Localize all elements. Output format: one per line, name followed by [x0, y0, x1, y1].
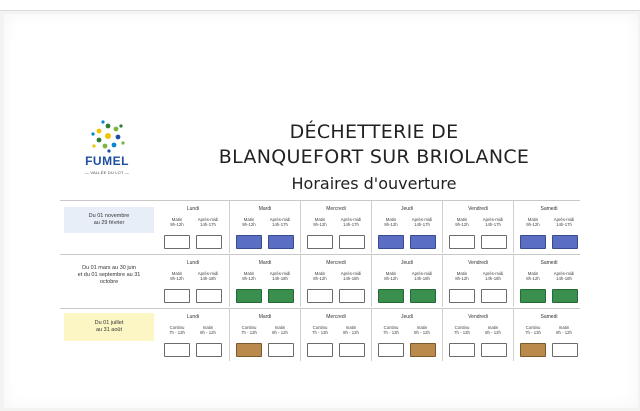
slot-header: [550, 271, 578, 281]
day-name: Mardi: [258, 314, 272, 320]
title-line-1: DÉCHETTERIE DE: [289, 121, 459, 143]
slot-label: Après-midi: [411, 271, 433, 276]
slot-label: Matin: [527, 217, 539, 222]
slot-hours: 9h-12h: [242, 222, 256, 227]
slot-hours: 8h-12h: [455, 276, 469, 281]
slot-hours: 9h-12h: [384, 222, 398, 227]
closed-slot-box: [481, 289, 507, 303]
slot-header: [377, 217, 405, 227]
flower-icon: [90, 118, 126, 154]
open-slot-box: [268, 235, 294, 249]
slot-header: [306, 325, 334, 335]
day-cell: [300, 255, 371, 307]
day-name: Lundi: [186, 206, 200, 212]
open-slot-box: [268, 289, 294, 303]
schedule-sheet: [4, 14, 638, 408]
day-cell: [158, 201, 228, 253]
slot-label: Matin: [243, 271, 255, 276]
slot-header: [306, 271, 334, 281]
day-name: Samedi: [540, 314, 558, 320]
slot-label: Matin: [456, 271, 468, 276]
slot-header: [306, 217, 334, 227]
slot-header: [479, 325, 507, 335]
slot-hours: 14h-18h: [485, 276, 501, 281]
slot-hours: 8h-12h: [313, 276, 327, 281]
open-slot-box: [520, 289, 546, 303]
slot-hours: 14h-17h: [485, 222, 501, 227]
slot-header: [550, 217, 578, 227]
slot-header: [550, 325, 578, 335]
slot-hours: 8h-12h: [170, 276, 184, 281]
closed-slot-box: [339, 343, 365, 357]
slot-header: [163, 325, 191, 335]
day-name: Jeudi: [401, 260, 413, 266]
slot-label: Matin: [385, 217, 397, 222]
slot-hours: 14h-17h: [556, 222, 572, 227]
slot-label: matin: [274, 325, 286, 330]
slot-hours: 14h-18h: [556, 276, 572, 281]
slot-label: Continu: [312, 325, 328, 330]
slot-hours: 9h-12h: [526, 222, 540, 227]
closed-slot-box: [307, 235, 333, 249]
slot-hours: 7h - 13h: [525, 330, 541, 335]
opening-hours-table: [60, 200, 580, 359]
day-cell: [229, 201, 300, 253]
closed-slot-box: [552, 343, 578, 357]
day-name: Mercredi: [326, 314, 346, 320]
day-name: Vendredi: [468, 314, 488, 320]
period-label: Du 01 mars au 30 juin et du 01 septembre au 31 octobre: [64, 259, 154, 291]
closed-slot-box: [164, 289, 190, 303]
slot-label: Continu: [525, 325, 541, 330]
slot-hours: 9h-12h: [455, 222, 469, 227]
open-slot-box: [236, 343, 262, 357]
slot-header: [194, 271, 222, 281]
day-cell: [300, 309, 371, 361]
open-slot-box: [378, 235, 404, 249]
closed-slot-box: [449, 343, 475, 357]
slot-label: Après-midi: [482, 217, 504, 222]
open-slot-box: [410, 343, 436, 357]
slot-hours: 14h-18h: [414, 276, 430, 281]
slot-label: Après-midi: [482, 271, 504, 276]
closed-slot-box: [307, 289, 333, 303]
slot-hours: 14h-18h: [272, 276, 288, 281]
closed-slot-box: [268, 343, 294, 357]
slot-hours: 8h-12h: [526, 276, 540, 281]
slot-label: Après-midi: [197, 271, 219, 276]
slot-hours: 7h - 13h: [454, 330, 470, 335]
slot-header: [266, 271, 294, 281]
day-name: Samedi: [540, 206, 558, 212]
closed-slot-box: [164, 235, 190, 249]
day-cell: [442, 255, 513, 307]
slot-label: Après-midi: [269, 271, 291, 276]
slot-header: [337, 271, 365, 281]
slot-hours: 14h-18h: [200, 276, 216, 281]
slot-label: Continu: [241, 325, 257, 330]
slot-label: matin: [345, 325, 357, 330]
closed-slot-box: [164, 343, 190, 357]
open-slot-box: [236, 289, 262, 303]
slot-header: [235, 217, 263, 227]
slot-hours: 14h-17h: [200, 222, 216, 227]
slot-hours: 7h - 13h: [383, 330, 399, 335]
period-label: Du 01 novembre au 29 février: [64, 207, 154, 233]
open-slot-box: [520, 235, 546, 249]
day-cell: [371, 255, 442, 307]
slot-label: Après-midi: [411, 217, 433, 222]
slot-header: [519, 271, 547, 281]
day-cell: [158, 255, 228, 307]
slot-label: Matin: [171, 217, 183, 222]
day-name: Mercredi: [326, 206, 346, 212]
slot-label: Après-midi: [269, 217, 291, 222]
slot-hours: 14h-17h: [272, 222, 288, 227]
open-slot-box: [520, 343, 546, 357]
logo-tagline: — VALLÉE DU LOT —: [84, 170, 130, 175]
slot-hours: 8h - 12h: [556, 330, 572, 335]
day-name: Samedi: [540, 260, 558, 266]
day-cell: [442, 309, 513, 361]
slot-hours: 8h-12h: [242, 276, 256, 281]
logo-name: FUMEL: [85, 154, 129, 168]
day-name: Lundi: [186, 314, 200, 320]
page-title: [184, 120, 564, 196]
day-cell: [229, 309, 300, 361]
day-cell: [371, 201, 442, 253]
slot-header: [377, 325, 405, 335]
slot-label: Après-midi: [553, 217, 575, 222]
day-name: Mardi: [258, 260, 272, 266]
period-label: Du 01 juillet au 31 août: [64, 313, 154, 341]
day-name: Mercredi: [326, 260, 346, 266]
slot-hours: 7h - 13h: [241, 330, 257, 335]
slot-header: [266, 325, 294, 335]
slot-label: Matin: [243, 217, 255, 222]
closed-slot-box: [481, 235, 507, 249]
slot-header: [377, 271, 405, 281]
open-slot-box: [236, 235, 262, 249]
title-line-2: BLANQUEFORT SUR BRIOLANCE: [218, 146, 530, 168]
day-cell: [442, 201, 513, 253]
slot-header: [337, 325, 365, 335]
day-cell: [513, 309, 584, 361]
open-slot-box: [410, 289, 436, 303]
period-row: [60, 254, 580, 307]
day-cell: [513, 201, 584, 253]
open-slot-box: [410, 235, 436, 249]
slot-header: [194, 325, 222, 335]
slot-label: Continu: [169, 325, 185, 330]
slot-label: Matin: [456, 217, 468, 222]
day-name: Jeudi: [401, 314, 413, 320]
day-cell: [513, 255, 584, 307]
slot-hours: 8h - 12h: [272, 330, 288, 335]
slot-hours: 8h - 12h: [200, 330, 216, 335]
slot-label: matin: [487, 325, 499, 330]
closed-slot-box: [339, 289, 365, 303]
slot-label: Après-midi: [197, 217, 219, 222]
slot-label: Après-midi: [340, 271, 362, 276]
day-cell: [300, 201, 371, 253]
slot-label: Matin: [314, 217, 326, 222]
slot-header: [448, 325, 476, 335]
slot-hours: 9h-12h: [313, 222, 327, 227]
closed-slot-box: [378, 343, 404, 357]
slot-header: [235, 325, 263, 335]
slot-header: [408, 325, 436, 335]
day-name: Vendredi: [468, 206, 488, 212]
slot-hours: 9h-12h: [170, 222, 184, 227]
title-subtitle: Horaires d'ouverture: [291, 174, 457, 193]
slot-header: [163, 217, 191, 227]
slot-header: [337, 217, 365, 227]
day-cell: [158, 309, 228, 361]
slot-hours: 14h-18h: [343, 276, 359, 281]
day-name: Vendredi: [468, 260, 488, 266]
slot-hours: 7h - 13h: [312, 330, 328, 335]
closed-slot-box: [196, 235, 222, 249]
fumel-logo: [82, 118, 142, 180]
slot-header: [194, 217, 222, 227]
closed-slot-box: [449, 289, 475, 303]
slot-header: [408, 217, 436, 227]
closed-slot-box: [481, 343, 507, 357]
slot-header: [266, 217, 294, 227]
slot-label: Continu: [383, 325, 399, 330]
day-name: Mardi: [258, 206, 272, 212]
slot-label: matin: [416, 325, 428, 330]
slot-label: Matin: [385, 271, 397, 276]
slot-hours: 7h - 13h: [169, 330, 185, 335]
period-row: [60, 201, 580, 253]
slot-label: Matin: [527, 271, 539, 276]
open-slot-box: [552, 289, 578, 303]
slot-header: [519, 217, 547, 227]
slot-hours: 14h-17h: [414, 222, 430, 227]
slot-hours: 8h - 12h: [485, 330, 501, 335]
slot-header: [479, 271, 507, 281]
slot-header: [448, 217, 476, 227]
closed-slot-box: [196, 343, 222, 357]
slot-label: Après-midi: [553, 271, 575, 276]
slot-label: Continu: [454, 325, 470, 330]
day-name: Lundi: [186, 260, 200, 266]
open-slot-box: [552, 235, 578, 249]
slot-header: [235, 271, 263, 281]
day-name: Jeudi: [401, 206, 413, 212]
slot-header: [408, 271, 436, 281]
slot-label: matin: [558, 325, 570, 330]
period-row: [60, 308, 580, 361]
day-cell: [229, 255, 300, 307]
slot-label: Matin: [314, 271, 326, 276]
slot-label: matin: [202, 325, 214, 330]
slot-hours: 14h-17h: [343, 222, 359, 227]
slot-hours: 8h - 12h: [343, 330, 359, 335]
open-slot-box: [378, 289, 404, 303]
slot-header: [479, 217, 507, 227]
closed-slot-box: [307, 343, 333, 357]
slot-header: [519, 325, 547, 335]
closed-slot-box: [339, 235, 365, 249]
slot-header: [448, 271, 476, 281]
slot-label: Matin: [171, 271, 183, 276]
slot-label: Après-midi: [340, 217, 362, 222]
closed-slot-box: [449, 235, 475, 249]
page-edge: [0, 0, 640, 11]
closed-slot-box: [196, 289, 222, 303]
slot-hours: 8h-12h: [384, 276, 398, 281]
slot-header: [163, 271, 191, 281]
day-cell: [371, 309, 442, 361]
slot-hours: 8h - 12h: [414, 330, 430, 335]
